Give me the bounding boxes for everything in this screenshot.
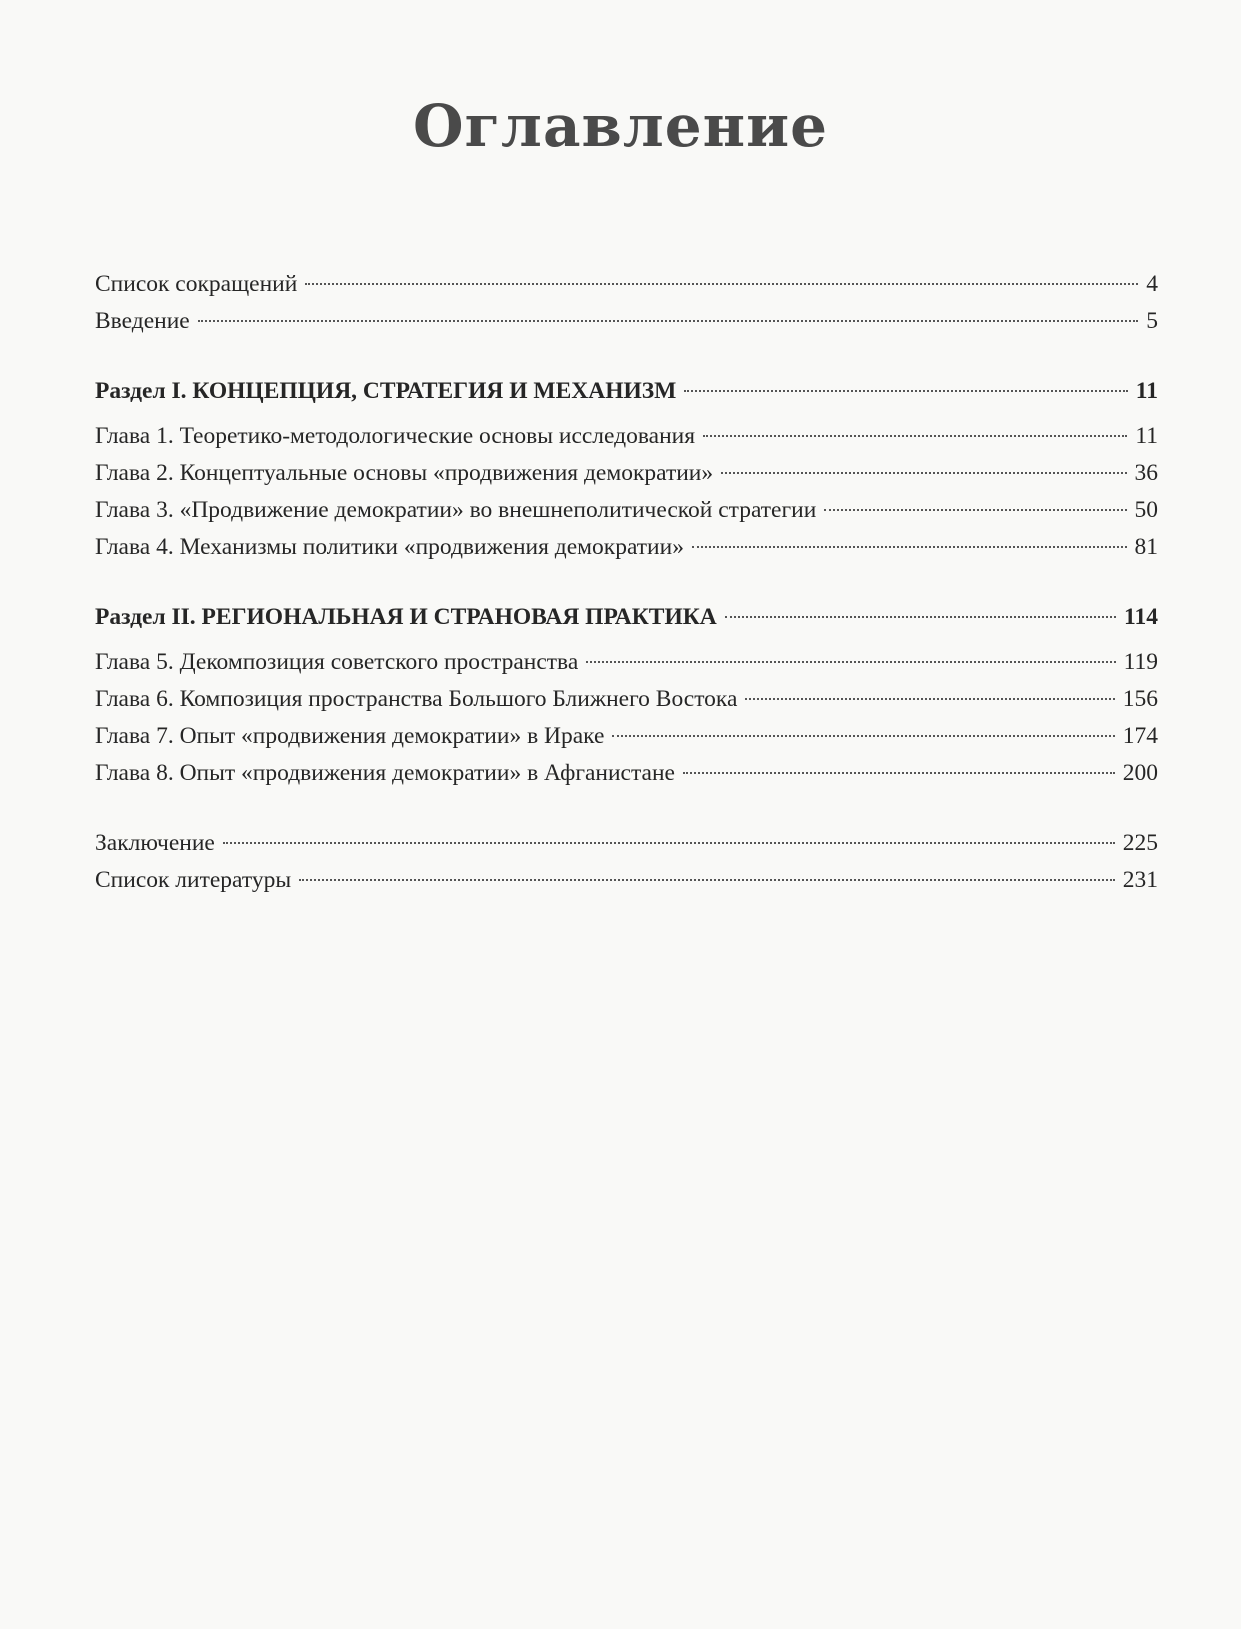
toc-section-2[interactable] — [95, 599, 1158, 636]
toc-chapter-7[interactable] — [95, 718, 1158, 755]
toc-chapter-8[interactable] — [95, 755, 1158, 792]
toc-section-label: Раздел II. РЕГИОНАЛЬНАЯ И СТРАНОВАЯ ПРАКТИКА — [95, 604, 717, 630]
toc-page-number: 225 — [1122, 830, 1158, 856]
toc-chapter-5[interactable] — [95, 644, 1158, 681]
toc-chapter-3[interactable] — [95, 492, 1158, 529]
toc-page-number: 114 — [1124, 604, 1158, 630]
toc-section-1[interactable] — [95, 373, 1158, 410]
toc-entry-bibliography[interactable] — [95, 862, 1158, 899]
toc-page-number: 50 — [1134, 497, 1158, 523]
toc-page-number: 200 — [1122, 760, 1158, 786]
toc-entry-introduction[interactable] — [95, 303, 1158, 340]
toc-page-number: 174 — [1122, 723, 1158, 749]
dot-leader — [824, 509, 1126, 511]
toc-page-number: 4 — [1146, 271, 1158, 297]
toc-entry-label: Список литературы — [95, 867, 292, 893]
dot-leader — [299, 879, 1115, 881]
toc-chapter-label: Глава 5. Декомпозиция советского пространства — [95, 649, 579, 675]
dot-leader — [703, 435, 1127, 437]
toc-chapter-6[interactable] — [95, 681, 1158, 718]
dot-leader — [223, 842, 1115, 844]
toc-chapter-label: Глава 3. «Продвижение демократии» во внешнеполитической стратегии — [95, 497, 817, 523]
toc-page-number: 156 — [1122, 686, 1158, 712]
toc-page-number: 119 — [1123, 649, 1158, 675]
table-of-contents — [95, 266, 1158, 899]
toc-chapter-label: Глава 8. Опыт «продвижения демократии» в Афганистане — [95, 760, 675, 786]
dot-leader — [586, 661, 1115, 663]
toc-chapter-1[interactable] — [95, 418, 1158, 455]
toc-page-number: 36 — [1134, 460, 1158, 486]
dot-leader — [612, 735, 1114, 737]
toc-chapter-label: Глава 1. Теоретико-методологические основы исследования — [95, 423, 696, 449]
toc-entry-label: Заключение — [95, 830, 215, 856]
toc-chapter-label: Глава 7. Опыт «продвижения демократии» в Ираке — [95, 723, 605, 749]
page-title: Оглавление — [412, 92, 828, 160]
toc-page-number: 5 — [1146, 308, 1158, 334]
dot-leader — [683, 772, 1115, 774]
dot-leader — [305, 283, 1138, 285]
toc-page-number: 231 — [1122, 867, 1158, 893]
dot-leader — [725, 616, 1116, 618]
toc-entry-abbreviations[interactable] — [95, 266, 1158, 303]
toc-entry-label: Введение — [95, 308, 190, 334]
toc-chapter-4[interactable] — [95, 529, 1158, 566]
dot-leader — [745, 698, 1114, 700]
toc-chapter-2[interactable] — [95, 455, 1158, 492]
toc-chapter-label: Глава 6. Композиция пространства Большого Ближнего Востока — [95, 686, 738, 712]
dot-leader — [692, 546, 1127, 548]
dot-leader — [198, 320, 1139, 322]
dot-leader — [684, 390, 1127, 392]
toc-page-number: 11 — [1135, 423, 1158, 449]
toc-entry-conclusion[interactable] — [95, 825, 1158, 862]
toc-section-label: Раздел I. КОНЦЕПЦИЯ, СТРАТЕГИЯ И МЕХАНИЗМ — [95, 378, 677, 404]
toc-entry-label: Список сокращений — [95, 271, 298, 297]
dot-leader — [721, 472, 1126, 474]
toc-page-number: 11 — [1135, 378, 1158, 404]
toc-chapter-label: Глава 4. Механизмы политики «продвижения демократии» — [95, 534, 684, 560]
toc-page-number: 81 — [1134, 534, 1158, 560]
toc-chapter-label: Глава 2. Концептуальные основы «продвижения демократии» — [95, 460, 714, 486]
